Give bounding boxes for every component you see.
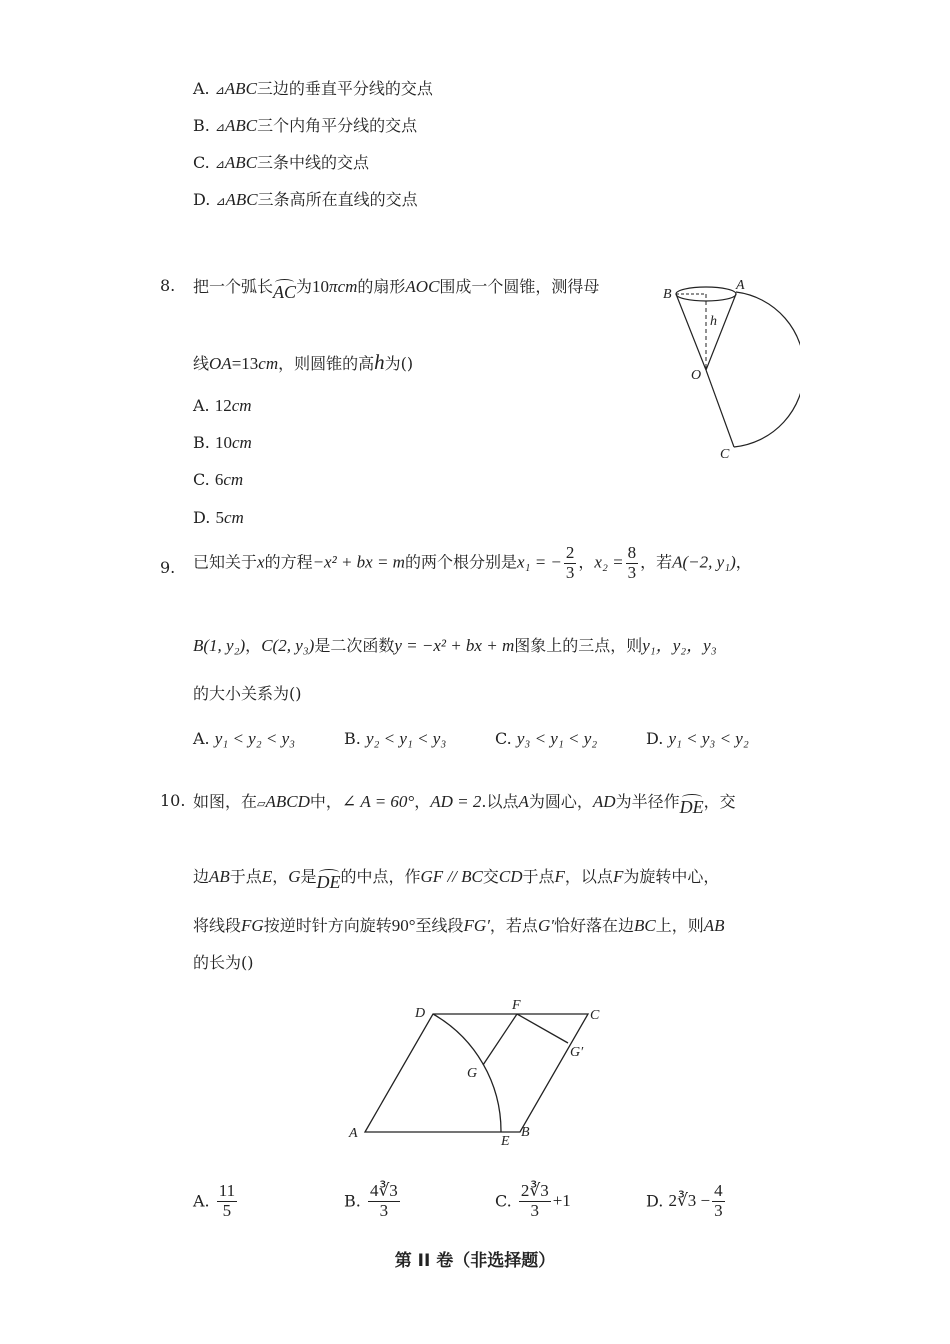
q7-option-a: A. ⊿ABC三边的垂直平分线的交点 <box>193 79 433 98</box>
q10-stem-line4: 的长为() <box>193 953 254 972</box>
q9-stem-line3: 的大小关系为() <box>193 684 302 703</box>
q10-option-c: C. $\frac{2∛3}{3}$ +1 <box>495 1181 571 1220</box>
cone-sector-figure <box>650 270 800 465</box>
arc-de: DE <box>680 797 704 818</box>
segment-fg-prime <box>517 1014 568 1043</box>
q10-stem-line2: 边AB于点E，G是DE 的中点，作GF // BC交CD于点F，以点F为旋转中心， <box>193 867 720 892</box>
arc-mark <box>682 794 702 801</box>
label-f: F <box>512 998 521 1013</box>
arc-de-2: DE <box>317 872 341 893</box>
q10-option-a: A. $\frac{11}{5}$ <box>193 1181 236 1220</box>
q9-stem-line1: 已知关于x的方程−x² + bx = m的两个根分别是x₁ = − $\frac{2}{3}$ ，x₂ = $\frac{8}{3}$ ，若A(−2, y₁)， <box>193 543 752 582</box>
arc-mark <box>275 279 294 286</box>
label-a: A <box>349 1126 358 1141</box>
label-o: O <box>691 368 702 383</box>
label-b: B <box>663 287 672 302</box>
q8-option-d: D. 5cm <box>193 508 244 527</box>
q8-stem-line1: 把一个弧长AC 为10πcm的扇形AOC围成一个圆锥，测得母 <box>193 277 600 302</box>
q9-option-d: D. y₁ < y₃ < y₂ <box>646 729 749 748</box>
q9-number: 9. <box>160 558 176 577</box>
label-c: C <box>720 447 730 462</box>
q8-stem-line2: 线OA=13cm，则圆锥的高h为() <box>193 350 414 374</box>
q8-option-a: A. 12cm <box>193 396 252 415</box>
q9-stem-line2: B(1, y₂)，C(2, y₃)是二次函数y = −x² + bx + m图象上的三点，则y₁，y₂，y₃ <box>193 636 717 655</box>
q10-number: 10. <box>160 791 186 810</box>
cone-side-right <box>706 294 736 370</box>
q10-stem-line3: 将线段FG按逆时针方向旋转90°至线段FG′，若点G′恰好落在边BC上，则AB <box>193 916 725 935</box>
cone-side-left <box>676 294 706 370</box>
q8-option-b: B. 10cm <box>193 433 252 452</box>
q10-stem-line1: 如图，在▱ABCD中，∠ A = 60°，AD = 2.以点A为圆心，AD为半径作DE ，交 <box>193 792 736 817</box>
segment-gf <box>483 1014 517 1065</box>
q7-option-d: D. ⊿ABC三条高所在直线的交点 <box>193 190 418 209</box>
label-d: D <box>415 1006 426 1021</box>
q9-option-a: A. y₁ < y₂ < y₃ <box>193 729 296 748</box>
q7-option-b: B. ⊿ABC三个内角平分线的交点 <box>193 116 418 135</box>
label-b: B <box>521 1125 530 1140</box>
label-g-prime: G′ <box>570 1045 584 1060</box>
arc-mark <box>319 869 339 876</box>
q9-option-b: B. y₂ < y₁ < y₃ <box>344 729 447 748</box>
q8-option-c: C. 6cm <box>193 470 244 489</box>
q8-number: 8. <box>160 276 176 295</box>
arc-ac: AC <box>273 282 296 303</box>
section-title: 第 II 卷（非选择题） <box>394 1251 556 1271</box>
q10-option-b: B. $\frac{4∛3}{3}$ <box>344 1181 398 1220</box>
parallelogram-figure <box>345 995 615 1147</box>
q10-option-d: D. 2∛3 − $\frac{4}{3}$ <box>646 1181 723 1220</box>
sector-radius-oc <box>706 370 734 447</box>
label-g: G <box>467 1066 478 1081</box>
label-a: A <box>736 278 745 293</box>
label-e: E <box>501 1134 510 1147</box>
sector-arc <box>734 292 800 447</box>
q9-option-c: C. y₃ < y₁ < y₂ <box>495 729 598 748</box>
label-c: C <box>590 1008 600 1023</box>
q7-option-c: C. ⊿ABC三条中线的交点 <box>193 153 370 172</box>
label-h: h <box>710 314 717 329</box>
